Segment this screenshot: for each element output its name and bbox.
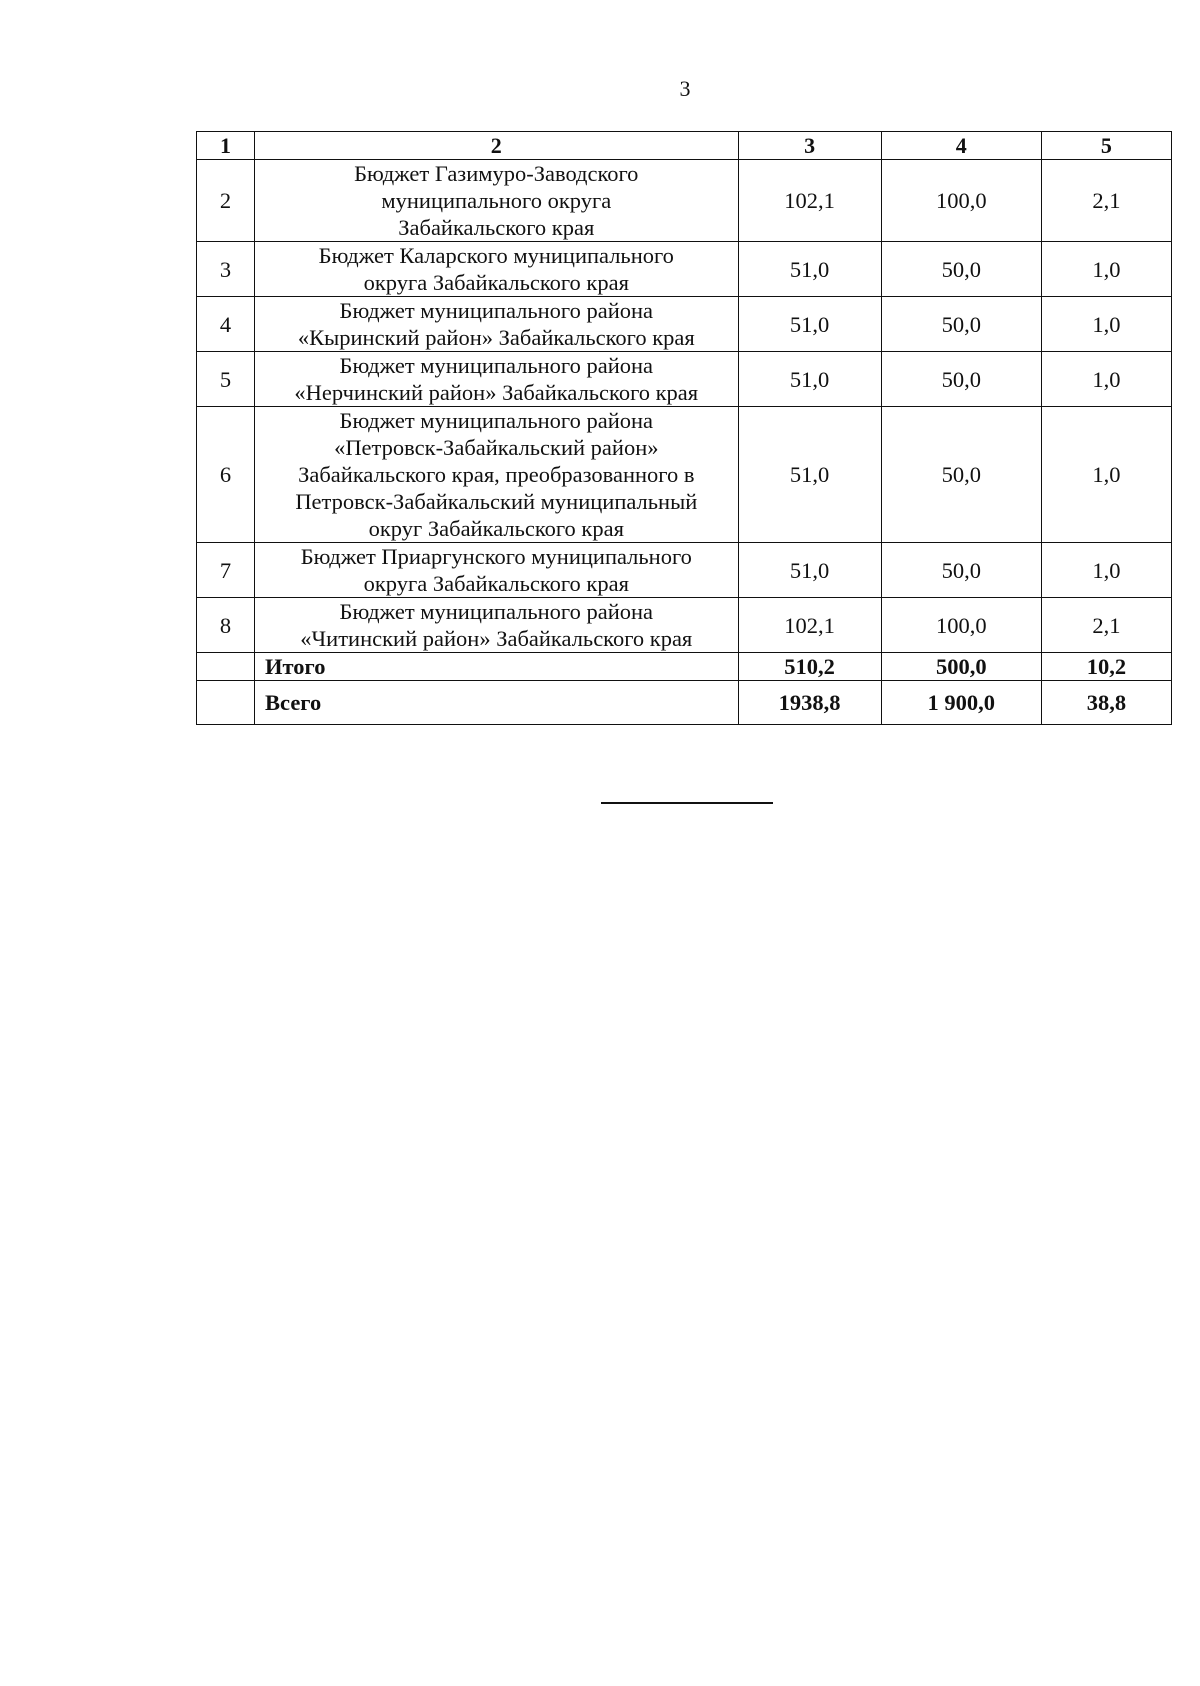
value-col-3: 51,0 xyxy=(738,352,881,407)
subtotal-col-3: 510,2 xyxy=(738,653,881,681)
budget-name-line: Бюджет муниципального района xyxy=(339,298,654,323)
budget-name xyxy=(255,543,738,598)
budget-name-line: Бюджет Каларского муниципального xyxy=(318,243,674,268)
empty-cell xyxy=(197,681,255,725)
value-col-3: 51,0 xyxy=(738,407,881,543)
budget-name-line: «Нерчинский район» Забайкальского края xyxy=(294,380,699,405)
table-row xyxy=(197,242,1172,297)
budget-name-line: Петровск-Забайкальский муниципальный xyxy=(295,489,698,514)
grand-total-col-4: 1 900,0 xyxy=(881,681,1041,725)
value-col-5: 1,0 xyxy=(1041,297,1171,352)
header-col-5: 5 xyxy=(1041,132,1171,160)
value-col-3: 102,1 xyxy=(738,160,881,242)
budget-name-line: «Читинский район» Забайкальского края xyxy=(300,626,693,651)
budget-name-line: «Кыринский район» Забайкальского края xyxy=(297,325,695,350)
budget-name-line: Бюджет муниципального района xyxy=(339,353,654,378)
table-row xyxy=(197,160,1172,242)
budget-name-line: Забайкальского края xyxy=(398,215,595,240)
budget-name-line: муниципального округа xyxy=(381,188,612,213)
row-number: 6 xyxy=(197,407,255,543)
grand-total-col-5: 38,8 xyxy=(1041,681,1171,725)
budget-name xyxy=(255,160,738,242)
budget-name-line: округ Забайкальского края xyxy=(368,516,624,541)
budget-name-line: «Петровск-Забайкальский район» xyxy=(334,435,659,460)
budget-name xyxy=(255,598,738,653)
value-col-4: 50,0 xyxy=(881,407,1041,543)
value-col-5: 1,0 xyxy=(1041,352,1171,407)
budget-name-line: Бюджет Газимуро-Заводского xyxy=(354,161,639,186)
subtotal-row xyxy=(197,653,1172,681)
value-col-5: 1,0 xyxy=(1041,543,1171,598)
header-col-2: 2 xyxy=(255,132,738,160)
row-number: 5 xyxy=(197,352,255,407)
subtotal-label: Итого xyxy=(255,653,738,681)
value-col-4: 100,0 xyxy=(881,598,1041,653)
subtotal-col-4: 500,0 xyxy=(881,653,1041,681)
budget-name xyxy=(255,352,738,407)
value-col-4: 50,0 xyxy=(881,297,1041,352)
budget-name xyxy=(255,242,738,297)
header-col-1: 1 xyxy=(197,132,255,160)
budget-table xyxy=(196,131,1172,725)
value-col-5: 1,0 xyxy=(1041,407,1171,543)
grand-total-col-3: 1938,8 xyxy=(738,681,881,725)
page-number: 3 xyxy=(679,76,691,101)
header-col-3: 3 xyxy=(738,132,881,160)
value-col-5: 1,0 xyxy=(1041,242,1171,297)
value-col-5: 2,1 xyxy=(1041,598,1171,653)
value-col-3: 102,1 xyxy=(738,598,881,653)
value-col-4: 50,0 xyxy=(881,543,1041,598)
budget-name xyxy=(255,297,738,352)
row-number: 2 xyxy=(197,160,255,242)
row-number: 4 xyxy=(197,297,255,352)
value-col-3: 51,0 xyxy=(738,242,881,297)
subtotal-col-5: 10,2 xyxy=(1041,653,1171,681)
value-col-3: 51,0 xyxy=(738,297,881,352)
table-row xyxy=(197,543,1172,598)
end-of-document-rule xyxy=(601,802,773,804)
value-col-5: 2,1 xyxy=(1041,160,1171,242)
grand-total-label: Всего xyxy=(255,681,738,725)
row-number: 7 xyxy=(197,543,255,598)
header-col-4: 4 xyxy=(881,132,1041,160)
value-col-4: 100,0 xyxy=(881,160,1041,242)
empty-cell xyxy=(197,653,255,681)
budget-name-line: округа Забайкальского края xyxy=(363,571,629,596)
table-row xyxy=(197,407,1172,543)
table-row xyxy=(197,352,1172,407)
value-col-4: 50,0 xyxy=(881,352,1041,407)
table-header-row xyxy=(197,132,1172,160)
row-number: 3 xyxy=(197,242,255,297)
budget-name-line: Бюджет Приаргунского муниципального xyxy=(300,544,692,569)
grand-total-row xyxy=(197,681,1172,725)
budget-name-line: Бюджет муниципального района xyxy=(339,408,654,433)
budget-name xyxy=(255,407,738,543)
value-col-3: 51,0 xyxy=(738,543,881,598)
budget-name-line: Забайкальского края, преобразованного в xyxy=(298,462,695,487)
table-row xyxy=(197,297,1172,352)
budget-name-line: Бюджет муниципального района xyxy=(339,599,654,624)
table-row xyxy=(197,598,1172,653)
row-number: 8 xyxy=(197,598,255,653)
value-col-4: 50,0 xyxy=(881,242,1041,297)
budget-name-line: округа Забайкальского края xyxy=(363,270,629,295)
